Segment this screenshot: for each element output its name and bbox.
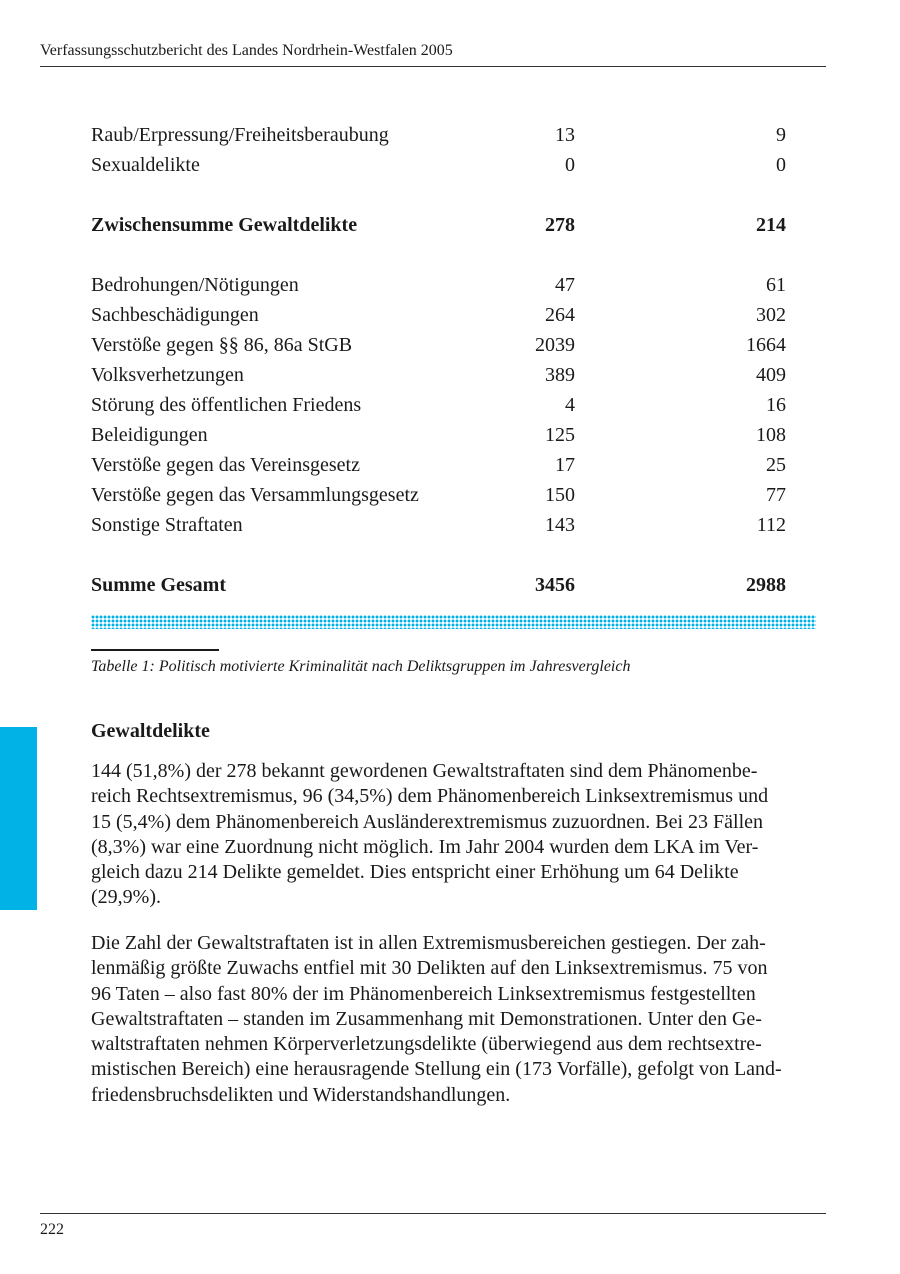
table-row xyxy=(91,480,791,510)
value-2004: 9 xyxy=(776,124,786,146)
row-label: Sexualdelikte xyxy=(91,154,200,176)
paragraph-violent-crimes xyxy=(91,759,831,911)
row-label: Bedrohungen/Nötigungen xyxy=(91,274,299,296)
value-2004: 409 xyxy=(756,364,786,386)
footer-rule xyxy=(40,1213,826,1214)
table-row xyxy=(91,120,791,150)
value-2005: 0 xyxy=(565,154,575,176)
table-row xyxy=(91,300,791,330)
side-accent-bar xyxy=(0,727,37,910)
table-row xyxy=(91,510,791,540)
table-caption: Tabelle 1: Politisch motivierte Kriminalität nach Deliktsgruppen im Jahresvergleich xyxy=(91,658,631,675)
paragraph-line: lenmäßig größte Zuwachs entfiel mit 30 Delikten auf den Linksextremismus. 75 von xyxy=(91,957,768,980)
table-row xyxy=(91,330,791,360)
value-2004: 0 xyxy=(776,154,786,176)
dotted-separator xyxy=(91,615,816,629)
value-2004: 214 xyxy=(756,214,786,236)
paragraph-line: (8,3%) war eine Zuordnung nicht möglich. Im Jahr 2004 wurden dem LKA im Ver- xyxy=(91,835,759,858)
value-2005: 278 xyxy=(545,214,575,236)
value-2005: 17 xyxy=(555,454,575,476)
row-label: Beleidigungen xyxy=(91,424,208,446)
value-2005: 4 xyxy=(565,394,575,416)
section-heading: Gewaltdelikte xyxy=(91,720,210,742)
table-row xyxy=(91,450,791,480)
paragraph-extremism-areas xyxy=(91,931,831,1108)
subtotal-row xyxy=(91,210,791,240)
paragraph-line: Die Zahl der Gewaltstraftaten ist in allen Extremismusbereichen gestiegen. Der zah- xyxy=(91,932,766,954)
value-2004: 1664 xyxy=(746,334,786,356)
paragraph-line: (29,9%). xyxy=(91,886,161,909)
value-2004: 2988 xyxy=(746,574,786,596)
value-2005: 150 xyxy=(545,484,575,506)
paragraph-line: gleich dazu 214 Delikte gemeldet. Dies entspricht einer Erhöhung um 64 Delikte xyxy=(91,861,739,884)
value-2005: 47 xyxy=(555,274,575,296)
row-label: Summe Gesamt xyxy=(91,574,226,596)
value-2005: 125 xyxy=(545,424,575,446)
row-label: Verstöße gegen das Versammlungsgesetz xyxy=(91,484,419,506)
value-2004: 302 xyxy=(756,304,786,326)
table-row xyxy=(91,270,791,300)
value-2005: 3456 xyxy=(535,574,575,596)
running-header-title: Verfassungsschutzbericht des Landes Nordrhein-Westfalen 2005 xyxy=(40,42,453,59)
value-2005: 143 xyxy=(545,514,575,536)
paragraph-line: mistischen Bereich) eine herausragende Stellung ein (173 Vorfälle), gefolgt von Land- xyxy=(91,1058,782,1081)
paragraph-line: reich Rechtsextremismus, 96 (34,5%) dem Phänomenbereich Linksextremismus und xyxy=(91,785,769,808)
crime-statistics-table xyxy=(91,120,791,600)
row-label: Verstöße gegen das Vereinsgesetz xyxy=(91,454,360,476)
paragraph-line: 144 (51,8%) der 278 bekannt gewordenen Gewaltstraftaten sind dem Phänomenbe- xyxy=(91,760,758,782)
paragraph-line: friedensbruchsdelikten und Widerstandshandlungen. xyxy=(91,1083,511,1106)
table-row xyxy=(91,390,791,420)
value-2004: 77 xyxy=(766,484,786,506)
value-2005: 13 xyxy=(555,124,575,146)
value-2004: 108 xyxy=(756,424,786,446)
value-2004: 112 xyxy=(756,514,786,536)
table-row xyxy=(91,150,791,180)
caption-rule xyxy=(91,649,219,651)
value-2005: 264 xyxy=(545,304,575,326)
row-label: Volksverhetzungen xyxy=(91,364,244,386)
value-2004: 25 xyxy=(766,454,786,476)
row-label: Zwischensumme Gewaltdelikte xyxy=(91,214,358,236)
row-label: Sachbeschädigungen xyxy=(91,304,259,326)
total-row xyxy=(91,570,791,600)
paragraph-line: Gewaltstraftaten – standen im Zusammenhang mit Demonstrationen. Unter den Ge- xyxy=(91,1007,762,1030)
table-row xyxy=(91,420,791,450)
value-2004: 16 xyxy=(766,394,786,416)
table-row xyxy=(91,360,791,390)
row-label: Störung des öffentlichen Friedens xyxy=(91,394,362,416)
value-2004: 61 xyxy=(766,274,786,296)
page-number: 222 xyxy=(40,1221,64,1238)
value-2005: 389 xyxy=(545,364,575,386)
paragraph-line: 96 Taten – also fast 80% der im Phänomenbereich Linksextremismus festgestellten xyxy=(91,982,756,1005)
row-label: Verstöße gegen §§ 86, 86a StGB xyxy=(91,334,353,356)
paragraph-line: waltstraftaten nehmen Körperverletzungsdelikte (überwiegend aus dem rechtsextre- xyxy=(91,1033,762,1056)
paragraph-line: 15 (5,4%) dem Phänomenbereich Ausländerextremismus zuzuordnen. Bei 23 Fällen xyxy=(91,810,764,833)
value-2005: 2039 xyxy=(535,334,575,356)
header-rule xyxy=(40,66,826,67)
row-label: Sonstige Straftaten xyxy=(91,514,243,536)
row-label: Raub/Erpressung/Freiheitsberaubung xyxy=(91,124,389,146)
